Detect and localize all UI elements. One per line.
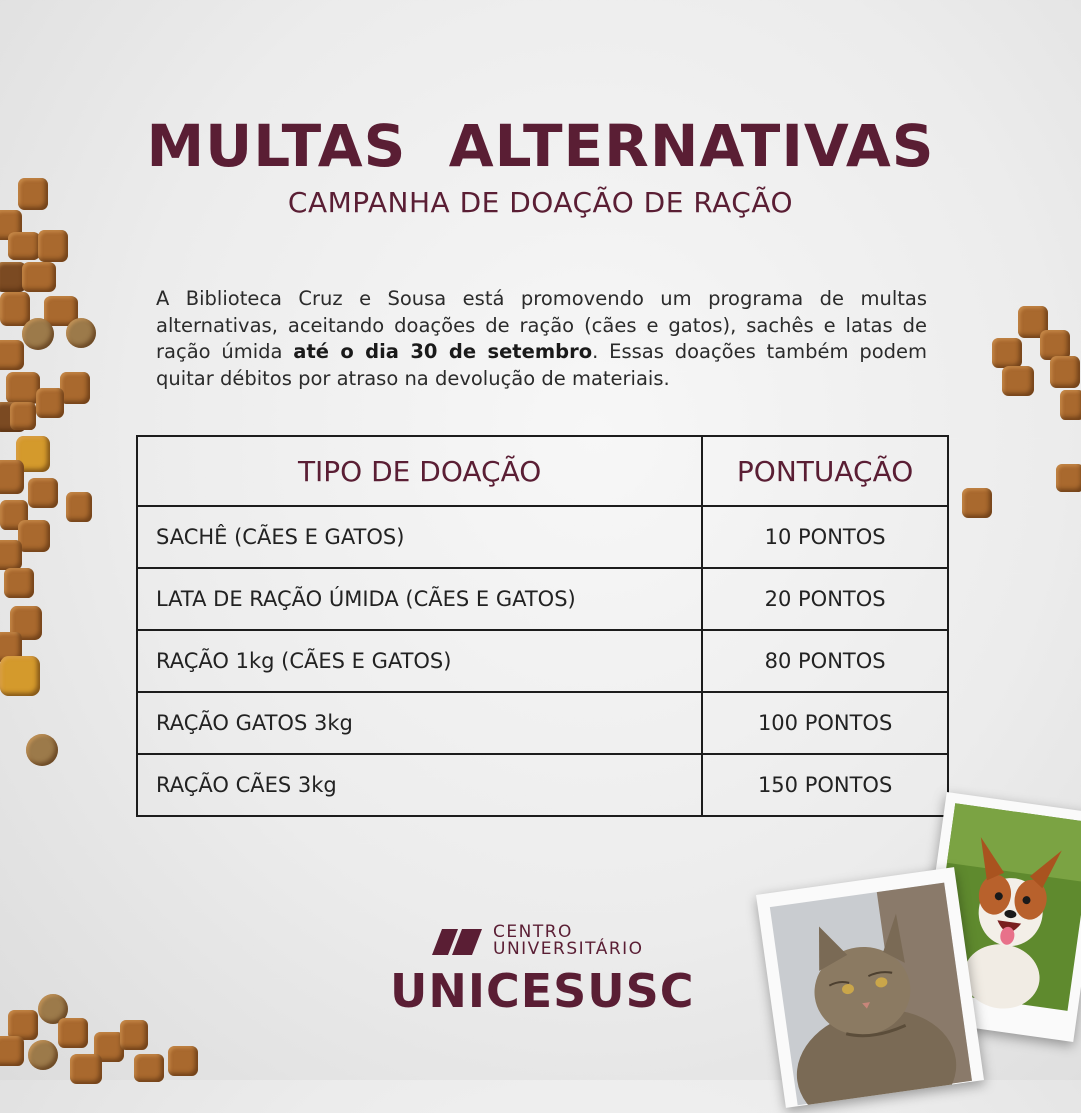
table-row xyxy=(137,754,948,816)
table-row xyxy=(137,568,948,630)
intro-paragraph xyxy=(156,286,927,392)
donation-type: LATA DE RAÇÃO ÚMIDA (CÃES E GATOS) xyxy=(137,568,702,630)
donation-type: SACHÊ (CÃES E GATOS) xyxy=(137,506,702,568)
donation-type: RAÇÃO 1kg (CÃES E GATOS) xyxy=(137,630,702,692)
intro-deadline: até o dia 30 de setembro xyxy=(293,340,593,363)
donation-points-table xyxy=(136,435,949,817)
page-title: MULTAS ALTERNATIVAS xyxy=(146,112,935,180)
donation-points: 100 PONTOS xyxy=(702,692,948,754)
table-row xyxy=(137,506,948,568)
intro-text-end: . Essas doações também podem quitar débitos por atraso na devolução de materiais. xyxy=(156,340,927,390)
header-tipo-de-doacao: TIPO DE DOAÇÃO xyxy=(137,436,702,506)
intro-text-start: A Biblioteca Cruz e Sousa está promovendo um programa de multas alternativas, aceitando doações de ração (cães e gatos), sachês e latas de ração úmida xyxy=(156,287,927,363)
logo-brand: UNICESUSC xyxy=(390,964,695,1018)
table-row xyxy=(137,630,948,692)
logo-subtext xyxy=(493,924,644,958)
table-header-row xyxy=(137,436,948,506)
header-pontuacao: PONTUAÇÃO xyxy=(702,436,948,506)
donation-points: 150 PONTOS xyxy=(702,754,948,816)
donation-type: RAÇÃO GATOS 3kg xyxy=(137,692,702,754)
donation-points: 20 PONTOS xyxy=(702,568,948,630)
donation-type: RAÇÃO CÃES 3kg xyxy=(137,754,702,816)
cat-photo xyxy=(756,867,984,1108)
unicesusc-logo xyxy=(388,920,695,1020)
book-logo-icon xyxy=(428,929,484,955)
donation-points: 80 PONTOS xyxy=(702,630,948,692)
page-subtitle: CAMPANHA DE DOAÇÃO DE RAÇÃO xyxy=(287,186,794,219)
table-row xyxy=(137,692,948,754)
logo-line-universitario: UNIVERSITÁRIO xyxy=(493,939,644,959)
donation-points: 10 PONTOS xyxy=(702,506,948,568)
logo-line-centro: CENTRO xyxy=(493,922,573,942)
